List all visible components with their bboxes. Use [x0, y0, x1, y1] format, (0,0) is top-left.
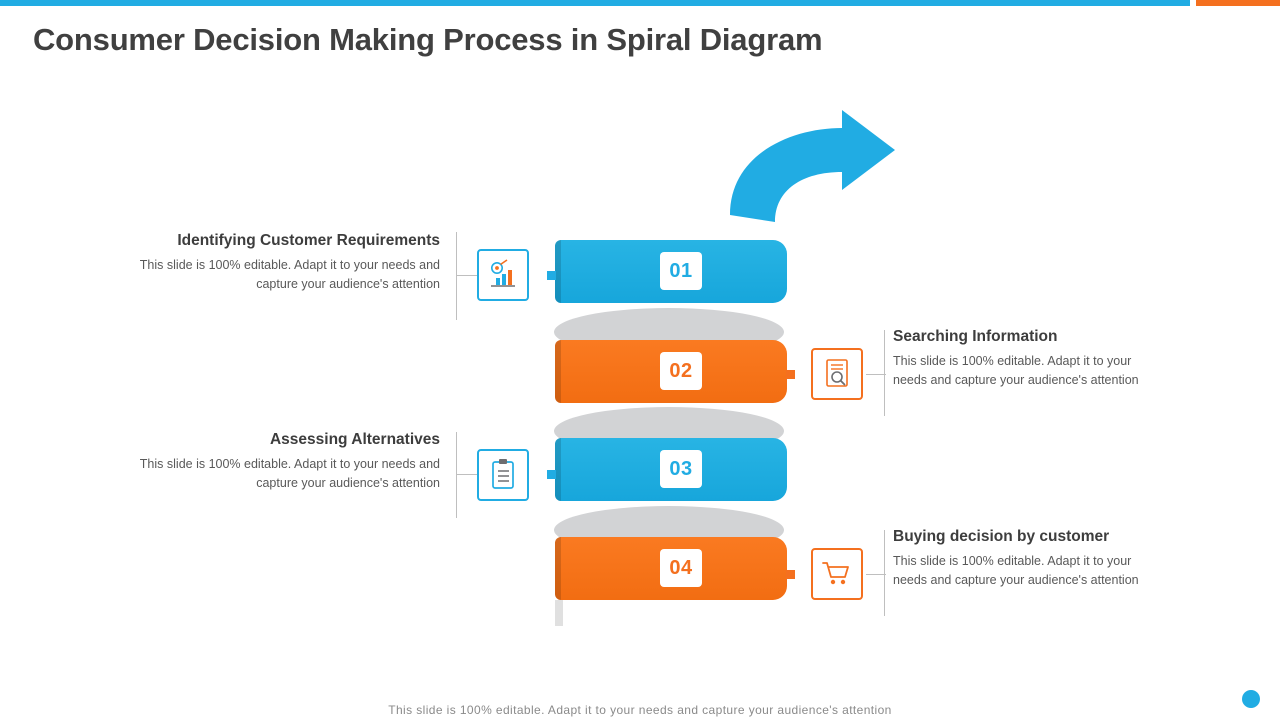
- connector-dot-3: [547, 470, 556, 479]
- spiral-band-04[interactable]: [555, 537, 787, 600]
- connector-dot-4: [786, 570, 795, 579]
- footer-dot: [1242, 690, 1260, 708]
- footer-note: This slide is 100% editable. Adapt it to your needs and capture your audience's attention: [388, 703, 892, 717]
- step-body-4: This slide is 100% editable. Adapt it to your needs and capture your audience's attention: [893, 554, 1139, 587]
- document-search-icon: [813, 356, 861, 392]
- step-body-3: This slide is 100% editable. Adapt it to your needs and capture your audience's attention: [139, 457, 440, 490]
- accent-bar-blue: [0, 0, 1190, 6]
- step-body-1: This slide is 100% editable. Adapt it to your needs and capture your audience's attention: [139, 258, 440, 291]
- step-text-2: [893, 328, 1143, 389]
- shopping-cart-icon: [813, 556, 861, 592]
- step-text-4: [893, 528, 1158, 589]
- step-number-03: 03: [660, 450, 702, 488]
- step-number-01: 01: [660, 252, 702, 290]
- step-text-1: [120, 232, 440, 293]
- step-heading-2: Searching Information: [893, 328, 1058, 345]
- connector-dot-2: [786, 370, 795, 379]
- connector-line-2-vertical: [884, 330, 885, 416]
- icon-box-step-2[interactable]: [811, 348, 863, 400]
- spiral-band-03[interactable]: [555, 438, 787, 501]
- step-text-3: [120, 431, 440, 492]
- icon-box-step-4[interactable]: [811, 548, 863, 600]
- clipboard-checklist-icon: [479, 457, 527, 493]
- connector-line-3-vertical: [456, 432, 457, 518]
- accent-bar-orange: [1196, 0, 1280, 6]
- icon-box-step-3[interactable]: [477, 449, 529, 501]
- page-title: Consumer Decision Making Process in Spiral Diagram: [33, 22, 823, 57]
- connector-line-4-horizontal: [866, 574, 886, 575]
- step-heading-4: Buying decision by customer: [893, 528, 1110, 545]
- step-body-2: This slide is 100% editable. Adapt it to your needs and capture your audience's attention: [893, 354, 1139, 387]
- target-chart-icon: [479, 257, 527, 293]
- spiral-band-02[interactable]: [555, 340, 787, 403]
- step-number-02: 02: [660, 352, 702, 390]
- spiral-tail: [555, 600, 563, 626]
- icon-box-step-1[interactable]: [477, 249, 529, 301]
- step-number-04: 04: [660, 549, 702, 587]
- connector-dot-1: [547, 271, 556, 280]
- step-heading-1: Identifying Customer Requirements: [177, 232, 440, 249]
- step-heading-3: Assessing Alternatives: [269, 431, 440, 448]
- spiral-band-01[interactable]: [555, 240, 787, 303]
- connector-line-1-vertical: [456, 232, 457, 320]
- connector-line-4-vertical: [884, 530, 885, 616]
- top-accent-bar: [0, 0, 1280, 6]
- connector-line-2-horizontal: [866, 374, 886, 375]
